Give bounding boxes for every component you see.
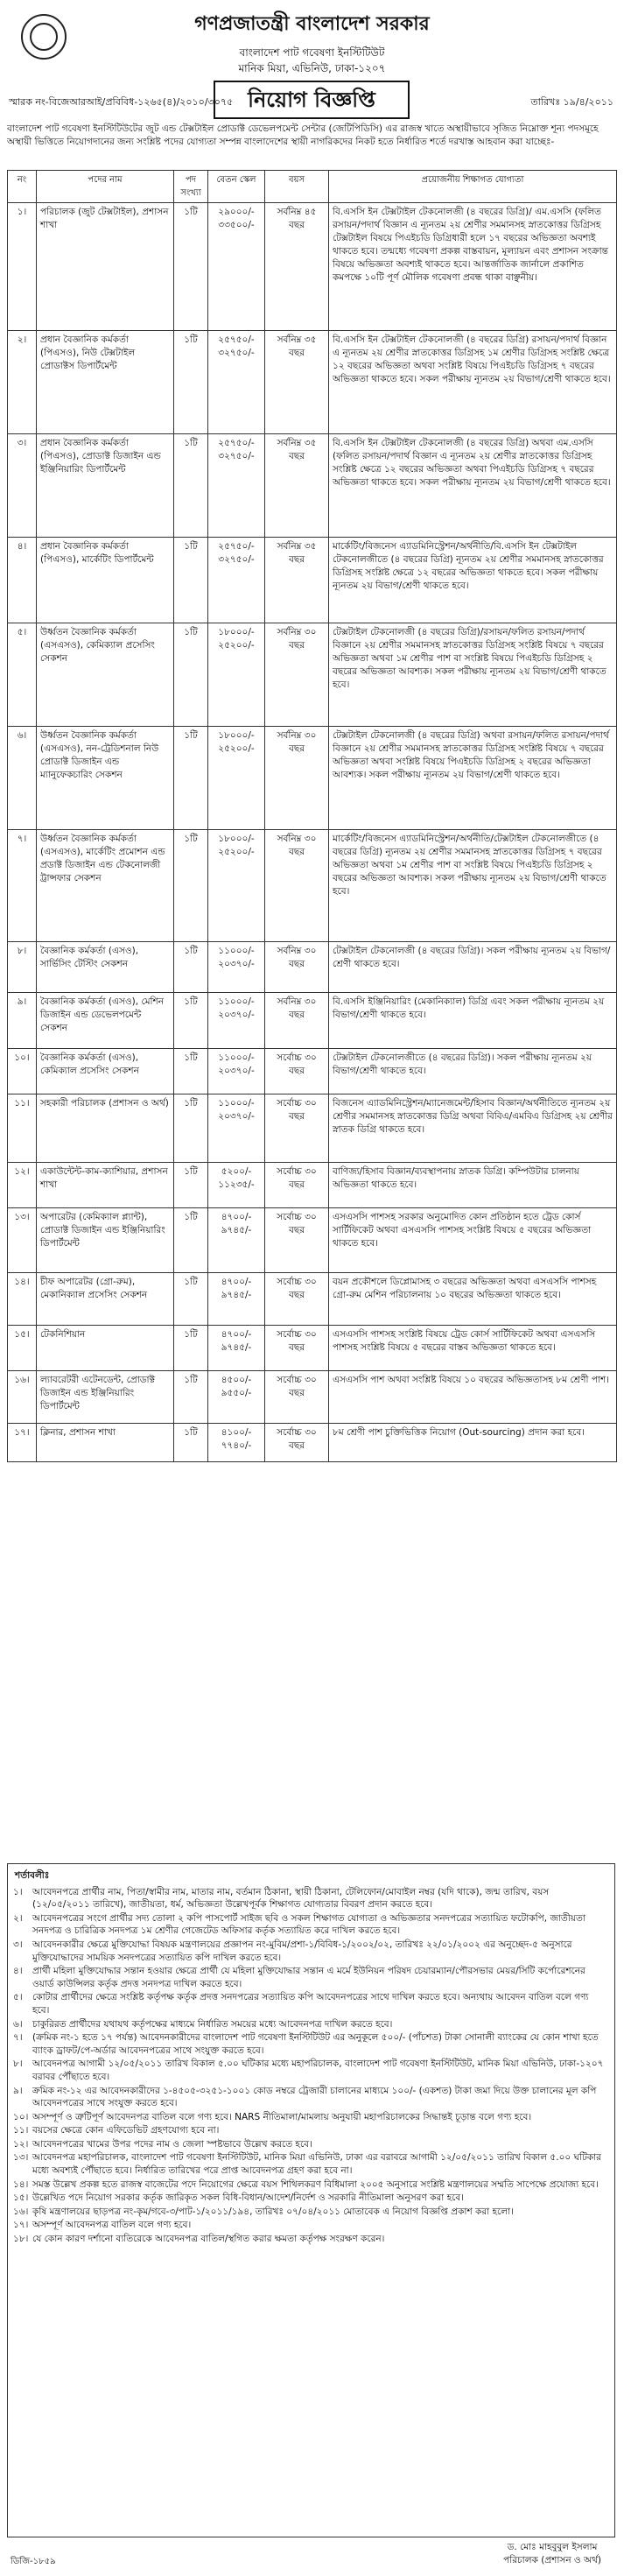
cell-count: ১টি	[174, 331, 208, 434]
cell-count: ১টি	[174, 1326, 208, 1371]
condition-text: আবেদনপত্রের সংগে প্রার্থীর সদ্য তোলা ২ কপি পাসপোর্ট সাইজ ছবি ও সকল শিক্ষাগত যোগ্যতা ও অভিজ্ঞতার সনদপত্রের সত্যায়িত ফটোকপি, জাতীয়তা সনদপত্র ও চারিত্রিক সনদপত্র ১ম শ্রেণীর গেজেটেড অফিসার কর্তৃক সত্যায়িত করে দাখিল করতে হবে।	[32, 1912, 585, 1937]
cell-qualification: এসএসসি পাশসহ সংশ্লিষ্ট বিষয়ে ট্রেড কোর্স সার্টিফিকেট অথবা এসএসসি পাশসহ সংশ্লিষ্ট বিষয়ে ৫ বছরের বাস্তব অভিজ্ঞতা থাকতে হবে।	[329, 1326, 617, 1371]
cell-count: ১টি	[174, 538, 208, 623]
condition-text: (ক্রমিক নং-১ হতে ১৭ পর্যন্ত) আবেদনকারীদের বাংলাদেশ পাট গবেষণা ইনস্টিটিউট এর অনুকূলে ৫০০/- (পাঁচশত) টাকা সোনালী ব্যাংকের যে কোন শাখা হতে ব্যাংক ড্রাফট/পে-অর্ডার আবেদনপত্রের সাথে সংযুক্ত করতে হবে।	[32, 2032, 599, 2056]
cell-post: চীফ অপারেটর (গ্রো-রুম), মেকানিক্যাল প্রসেসিং সেকশন	[37, 1273, 174, 1326]
col-header-post: পদের নাম	[37, 171, 174, 203]
cell-count: ১টি	[174, 1424, 208, 1462]
cell-qualification: বি.এসসি ইন টেক্সটাইল টেকনোলজী (৪ বছরের ডিগ্রি) অথবা এম.এসসি (ফলিত রসায়ন/পদার্থ বিজ্ঞান এ ন্যূনতম ২য় শ্রেণীর স্নাতকোত্তর ডিগ্রিসহ সংশ্লিষ্ট ক্ষেত্রে ১২ বছরের অভিজ্ঞতা অথবা পিএইচডি ডিগ্রিসহ ৭ বছরের অভিজ্ঞতা থাকতে হবে। সকল পরীক্ষায় ন্যূনতম ২য় বিভাগ/শ্রেণী থাকতে হবে।	[329, 434, 617, 538]
cell-age: সর্বনিম্ন ৩৫ বছর	[265, 538, 329, 623]
cell-qualification: টেক্সটাইল টেকনোলজী (৪ বছরের ডিগ্রি) অথবা রসায়ন/ফলিত রসায়ন/পদার্থ বিজ্ঞানে ২য় শ্রেণীর সমমানসহ স্নাতকোত্তর ডিগ্রিসহ সংশ্লিষ্ট বিষয়ে ৭ বছরের অভিজ্ঞতা অথবা সংশ্লিষ্ট বিষয়ে পিএইচডি ডিগ্রিসহ ২ বছরের অভিজ্ঞতা আবশ্যক। সকল পরীক্ষায় ন্যূনতম ২য় বিভাগ/শ্রেণী থাকতে হবে।	[329, 727, 617, 830]
cell-no: ২।	[8, 331, 37, 434]
condition-text: অসম্পূর্ণ আবেদনপত্র বাতিল বলে গণ্য হবে।	[32, 2220, 192, 2231]
cell-qualification: এসএসসি পাশসহ সরকার অনুমোদিত কোন প্রতিষ্ঠান হতে ট্রেড কোর্স সার্টিফিকেট অথবা এসএসসি পাশসহ সংশ্লিষ্ট বিষয়ে ৫ বছরের অভিজ্ঞতা থাকতে হবে।	[329, 1208, 617, 1273]
condition-number: ৪।	[13, 1966, 23, 1977]
cell-no: ১২।	[8, 1163, 37, 1208]
cell-post: অপারেটর (কেমিক্যাল প্ল্যান্ট), প্রোডাক্ট ডিজাইন এন্ড ইঞ্জিনিয়ারিং ডিপার্টমেন্ট	[37, 1208, 174, 1273]
condition-number: ১৩।	[13, 2152, 29, 2164]
cell-post: উর্ধ্বতন বৈজ্ঞানিক কর্মকর্তা (এসএসও), মার্কেটিং প্রমোশন এন্ড প্রডাক্ট ডিজাইন এন্ড টেকনোলজী ট্রান্সফার সেকশন	[37, 830, 174, 942]
cell-qualification: এসএসসি পাশ অথবা সংশ্লিষ্ট বিষয়ে ১০ বছরের অভিজ্ঞতাসহ ৮ম শ্রেণী পাশ।	[329, 1371, 617, 1424]
condition-text: সমস্ত উল্লেখ প্রকল্প হতে রাজস্ব বাজেটের পদে নিয়োগের ক্ষেত্রে বয়স শিথিলকরণ বিধিমালা ২০০৫ অনুসারে সংশ্লিষ্ট মন্ত্রণালয়ের সম্মতি সাপেক্ষে প্রযোজ্য হবে।	[32, 2178, 599, 2190]
cell-no: ৬।	[8, 727, 37, 830]
condition-number: ১৭।	[13, 2220, 29, 2231]
condition-number: ৮।	[13, 2059, 23, 2070]
signature-block	[503, 2541, 601, 2567]
cell-no: ৮।	[8, 942, 37, 993]
cell-scale: ৪৫০০/- ৯৫৫০/-	[208, 1371, 265, 1424]
cell-post: উর্ধ্বতন বৈজ্ঞানিক কর্মকর্তা (এসএসও), কেমিক্যাল প্রসেসিং সেকশন	[37, 623, 174, 727]
cell-qualification: বি.এসসি ইন টেক্সটাইল টেকনোলজী (৪ বছরের ডিগ্রি) রসায়ন/পদার্থ বিজ্ঞান এ ন্যূনতম ২য় শ্রেণীর স্নাতকোত্তর ডিগ্রিসহ ১ম শ্রেণীর ডিগ্রিসহ সংশ্লিষ্ট ক্ষেত্রে ১২ বছরের অভিজ্ঞতা অথবা সংশ্লিষ্ট বিষয়ে পিএইচডি ডিগ্রিসহ ৭ বছরের অভিজ্ঞতা থাকতে হবে। সকল পরীক্ষায় ন্যূনতম ২য় বিভাগ/শ্রেণী থাকতে হবে।	[329, 331, 617, 434]
table-header-row	[8, 171, 617, 203]
cell-count: ১টি	[174, 727, 208, 830]
cell-no: ১০।	[8, 1049, 37, 1094]
cell-qualification: টেক্সটাইল টেকনোলজী (৪ বছরের ডিগ্রি)/রসায়ন/ফলিত রসায়ন/পদার্থ বিজ্ঞানে ২য় শ্রেণীর সমমানসহ স্নাতকোত্তর ডিগ্রিসহ সংশ্লিষ্ট বিষয়ে ৭ বছরের অভিজ্ঞতা অথবা ১ম শ্রেণীর পাশ বা সংশ্লিষ্ট বিষয়ে পিএইচডি ডিগ্রিসহ ২ বছরের অভিজ্ঞতা আবশ্যক। সকল পরীক্ষায় ন্যূনতম ২য় বিভাগ/শ্রেণী থাকতে হবে।	[329, 623, 617, 727]
condition-item	[8, 2018, 614, 2031]
cell-age: সর্বোচ্চ ৩০ বছর	[265, 1371, 329, 1424]
condition-number: ১৮।	[13, 2234, 29, 2245]
conditions-title: শর্তাবলীঃ	[15, 1870, 50, 1881]
table-row	[8, 1273, 617, 1326]
col-header-age: বয়স	[265, 171, 329, 203]
org-name: বাংলাদেশ পাট গবেষণা ইনস্টিটিউট	[239, 46, 385, 59]
cell-count: ১টি	[174, 993, 208, 1049]
condition-text: ক্রমিক নং-১২ এর আবেদনকারীদের ১-৪৫০৫-৩২৫১-১০০১ কোড নম্বরে ট্রেজারী চালানের মাধ্যমে ১০০/- (একশত) টাকা জমা দিয়ে উক্ত চালানের মূল কপি আবেদনপত্রের সাথে সংযুক্ত করতে হবে।	[32, 2085, 597, 2109]
condition-text: যে কোন কারণ দর্শানো ব্যতিরেকে আবেদনপত্র বাতিল/স্থগিত করার ক্ষমতা কর্তৃপক্ষ সংরক্ষণ করেন।	[32, 2234, 385, 2245]
condition-number: ৫।	[13, 1992, 23, 2003]
table-row	[8, 331, 617, 434]
cell-scale: ৫২০০/- ১১২৩৫/-	[208, 1163, 265, 1208]
cell-count: ১টি	[174, 1371, 208, 1424]
cell-qualification: মার্কেটিং/বিজনেস এ্যাডমিনিস্ট্রেশন/অর্থনীতি/টেক্সটাইল টেকনোলজীতে (৪ বছরের ডিগ্রি) ন্যূনতম ২য় শ্রেণীর সমমানসহ স্নাতকোত্তর ডিগ্রিসহ ৭ বছরের অভিজ্ঞতা অথবা ১ম শ্রেণীর পাশ বা সংশ্লিষ্ট বিষয়ে পিএইচডি ডিগ্রিসহ ২ বছরের অভিজ্ঞতা আবশ্যক। সকল পরীক্ষায় ন্যূনতম ২য় বিভাগ/শ্রেণী থাকতে হবে।	[329, 830, 617, 942]
condition-number: ২।	[13, 1912, 23, 1924]
condition-text: আবেদনপত্রে প্রার্থীর নাম, পিতা/স্বামীর নাম, মাতার নাম, বর্তমান ঠিকানা, স্থায়ী ঠিকানা, টেলিফোন/মোবাইল নম্বর (যদি থাকে), জন্ম তারিখ, বয়স (১২/০৫/২০১১ তারিখে), জাতীয়তা, ধর্ম, অভিজ্ঞতা উল্লেখপূর্বক শিক্ষাগত যোগ্যতার বিবরণ প্রদান করতে হবে।	[32, 1886, 550, 1911]
table-row	[8, 434, 617, 538]
condition-item	[8, 1886, 614, 1911]
notice-title: নিয়োগ বিজ্ঞপ্তি	[214, 81, 410, 119]
cell-count: ১টি	[174, 1273, 208, 1326]
cell-age: সর্বোচ্চ ৩০ বছর	[265, 1049, 329, 1094]
cell-post: প্রধান বৈজ্ঞানিক কর্মকর্তা (পিএসও), নিউ টেক্সটাইল প্রোডাক্টস ডিপার্টমেন্ট	[37, 331, 174, 434]
cell-count: ১টি	[174, 1163, 208, 1208]
condition-text: আবেদনপত্রের খামের উপর পদের নাম ও জেলা স্পষ্টভাবে উল্লেখ করতে হবে।	[32, 2138, 312, 2150]
table-row	[8, 830, 617, 942]
cell-post: উর্ধ্বতন বৈজ্ঞানিক কর্মকর্তা (এসএসও), নন-ট্রেডিশনাল নিউ প্রোডাক্ট ডিজাইন এন্ড ম্যানুফেকচারিং সেকশন	[37, 727, 174, 830]
cell-no: ১৬।	[8, 1371, 37, 1424]
cell-post: সহকারী পরিচালক (প্রশাসন ও অর্থ)	[37, 1094, 174, 1163]
condition-number: ১৪।	[13, 2178, 29, 2190]
cell-age: সর্বনিম্ন ৩৫ বছর	[265, 331, 329, 434]
cell-post: প্রধান বৈজ্ঞানিক কর্মকর্তা (পিএসও), মার্কেটিং ডিপার্টমেন্ট	[37, 538, 174, 623]
cell-scale: ১১০০০/- ২০৩৭০/-	[208, 1094, 265, 1163]
cell-qualification: বিজনেস এ্যাডমিনিস্ট্রেশন/ম্যানেজমেন্ট/হিসাব বিজ্ঞান/অর্থনীতিতে ন্যূনতম ২য় শ্রেণীর সমমানসহ স্নাতকোত্তর ডিগ্রি অথবা বিবিএ/এমবিএ ডিগ্রিসহ ২য় শ্রেণীর স্নাতক ডিগ্রি থাকতে হবে।	[329, 1094, 617, 1163]
col-header-no: নং	[8, 171, 37, 203]
condition-item	[8, 2178, 614, 2192]
cell-post: বৈজ্ঞানিক কর্মকর্তা (এসও), সার্ভিসিং টেস্টিং সেকশন	[37, 942, 174, 993]
condition-number: ১৬।	[13, 2206, 29, 2217]
cell-no: ১৫।	[8, 1326, 37, 1371]
cell-scale: ১১০০০/- ২০৩৭০/-	[208, 1049, 265, 1094]
condition-text: চাকুরিরত প্রার্থীদের যথাযথ কর্তৃপক্ষের মাধ্যমে নির্ধারিত সময়ের মধ্যে আবেদনপত্র দাখিল করতে হবে।	[32, 2018, 393, 2030]
condition-number: ১০।	[13, 2111, 29, 2122]
cell-no: ১৪।	[8, 1273, 37, 1326]
col-header-count: পদ সংখ্যা	[174, 171, 208, 203]
cell-scale: ৪৭০০/- ৯৭৪৫/-	[208, 1273, 265, 1326]
condition-item	[8, 2031, 614, 2057]
page-title: গণপ্রজাতন্ত্রী বাংলাদেশ সরকার	[194, 13, 430, 35]
condition-number: ১২।	[13, 2138, 29, 2150]
cell-count: ১টি	[174, 434, 208, 538]
cell-post: বৈজ্ঞানিক কর্মকর্তা (এসও), কেমিক্যাল প্রসেসিং সেকশন	[37, 1049, 174, 1094]
cell-no: ১৩।	[8, 1208, 37, 1273]
table-row	[8, 1163, 617, 1208]
cell-no: ১।	[8, 203, 37, 331]
table-row	[8, 1208, 617, 1273]
cell-qualification: বয়ন প্রকৌশলে ডিপ্লোমাসহ ৩ বছরের অভিজ্ঞতা অথবা এসএসসি পাশসহ গ্রো-রুম মেশিন পরিচালনায় ১০ বছরের অভিজ্ঞতা থাকতে হবে।	[329, 1273, 617, 1326]
cell-no: ১৭।	[8, 1424, 37, 1462]
cell-qualification: বি.এসসি ইন টেক্সটাইল টেকনোলজী (৪ বছরের ডিগ্রি)/ এম.এসসি (ফলিত রসায়ন/পদার্থ বিজ্ঞান এ ন্যূনতম ২য় শ্রেণীর সমমানসহ স্নাতকোত্তর ডিগ্রিসহ টেক্সটাইল বিষয়ে পিএইচডি ডিগ্রিধারী হলে ১৭ বছরের অভিজ্ঞতা অবশ্যই থাকতে হবে। তন্মধ্যে গবেষণা প্রকল্প বাস্তবায়ন, মূল্যায়ন এবং প্রশাসন সংক্রান্ত বিষয়ে অভিজ্ঞতা অবশ্যই থাকতে হবে। আন্তর্জাতিক জার্নালে প্রকাশিত কমপক্ষে ১০টি পূর্ণ মৌলিক গবেষণা প্রবন্ধ থাকা বাঞ্ছনীয়।	[329, 203, 617, 331]
condition-number: ৩।	[13, 1939, 23, 1950]
col-header-scale: বেতন স্কেল	[208, 171, 265, 203]
condition-item	[8, 2058, 614, 2083]
cell-no: ৪।	[8, 538, 37, 623]
cell-age: সর্বোচ্চ ৩০ বছর	[265, 1208, 329, 1273]
cell-count: ১টি	[174, 942, 208, 993]
cell-post: টেকনিশিয়ান	[37, 1326, 174, 1371]
cell-no: ৫।	[8, 623, 37, 727]
cell-post: ক্লিনার, প্রশাসন শাখা	[37, 1424, 174, 1462]
cell-no: ১১।	[8, 1094, 37, 1163]
cell-count: ১টি	[174, 830, 208, 942]
cell-qualification: টেক্সটাইল টেকনোলজী (৪ বছরের ডিগ্রি)। সকল পরীক্ষায় ন্যূনতম ২য় বিভাগ/শ্রেণী থাকতে হবে।	[329, 942, 617, 993]
condition-item	[8, 2124, 614, 2137]
header	[5, 5, 619, 137]
condition-item	[8, 1991, 614, 2016]
condition-text: প্রার্থী মহিলা মুক্তিযোদ্ধার সন্তান হওয়ার ক্ষেত্রে প্রার্থী যে মহিলা মুক্তিযোদ্ধার সন্তান এ মর্মে ইউনিয়ন পরিষদ চেয়ারম্যান/পৌরসভার মেয়র/সিটি কর্পোরেশনের ওয়ার্ড কাউন্সিলর কর্তৃক প্রদত্ত সনদপত্র দাখিল করতে হবে।	[32, 1966, 585, 1989]
table-row	[8, 1371, 617, 1424]
cell-scale: ৪৭০০/- ৯৭৪৫/-	[208, 1326, 265, 1371]
cell-post: প্রধান বৈজ্ঞানিক কর্মকর্তা (পিএসও), প্রোডাক্ট ডিজাইন এন্ড ইঞ্জিনিয়ারিং ডিপার্টমেন্ট	[37, 434, 174, 538]
condition-text: আবেদনকারীর ক্ষেত্রে মুক্তিযোদ্ধা বিষয়ক মন্ত্রণালয়ের প্রজ্ঞাপন নং-মুবিম/প্রশা-১/বিবিধ-১/২০০২/০২, তারিখঃ ২২/০১/২০০২ এর অনুচ্ছেদ-৫ অনুসারে মুক্তিযোদ্ধাদের সাময়িক সনদপত্রের সত্যায়িত কপি দাখিল করতে হবে।	[32, 1939, 572, 1963]
table-row	[8, 727, 617, 830]
cell-age: সর্বনিম্ন ৩০ বছর	[265, 727, 329, 830]
cell-age: সর্বোচ্চ ৩০ বছর	[265, 1094, 329, 1163]
cell-age: সর্বনিম্ন ৩০ বছর	[265, 623, 329, 727]
cell-count: ১টি	[174, 1094, 208, 1163]
cell-age: সর্বোচ্চ ৩০ বছর	[265, 1326, 329, 1371]
table-row	[8, 993, 617, 1049]
reference-code: ডিজি-১৮৫৯	[11, 2557, 56, 2566]
condition-number: ১।	[13, 1886, 23, 1897]
cell-post: একাউন্টেন্ট-কাম-ক্যাশিয়ার, প্রশাসন শাখা	[37, 1163, 174, 1208]
cell-count: ১টি	[174, 623, 208, 727]
notice-page	[5, 5, 619, 2571]
cell-scale: ১৮০০০/- ২৫২০০/-	[208, 623, 265, 727]
condition-item	[8, 1939, 614, 1964]
cell-age: সর্বোচ্চ ৩০ বছর	[265, 1424, 329, 1462]
condition-item	[8, 2192, 614, 2205]
table-row	[8, 1326, 617, 1371]
table-row	[8, 623, 617, 727]
cell-post: ল্যাবরেটরী এটেনডেন্ট, প্রোডাক্ট ডিজাইন এন্ড ইঞ্জিনিয়ারিং ডিপার্টমেন্ট	[37, 1371, 174, 1424]
cell-post: পরিচালক (জুট টেক্সটাইল), প্রশাসন শাখা	[37, 203, 174, 331]
condition-text: উল্লেখিত পদে নিয়োগ সরকার কর্তৃক জারিকৃত সকল বিধি-বিধান/আদেশ/নির্দেশ ও সরকারি নীতিমালা অনুসরণ করা হবে।	[32, 2192, 464, 2204]
cell-qualification: ৮ম শ্রেণী পাশ চুক্তিভিত্তিক নিয়োগ (Out-sourcing) প্রদান করা হবে।	[329, 1424, 617, 1462]
cell-qualification: বাণিজ্য/হিসাব বিজ্ঞান/ব্যবস্থাপনায় স্নাতক ডিগ্রি। কম্পিউটার চালনায় অভিজ্ঞতা থাকতে হবে।	[329, 1163, 617, 1208]
memo-number: স্মারক নং-বিজেআরআই/প্রবিবিধ-১২৬৫(৪)/২০১০/৩০৭৫	[9, 96, 234, 108]
table-row	[8, 203, 617, 331]
condition-number: ৭।	[13, 2032, 23, 2044]
condition-item	[8, 2138, 614, 2151]
cell-post: বৈজ্ঞানিক কর্মকর্তা (এসও), মেশিন ডিজাইন এন্ড ডেভেলপমেন্ট সেকশন	[37, 993, 174, 1049]
col-header-qualification: প্রয়োজনীয় শিক্ষাগত যোগ্যতা	[329, 171, 617, 203]
conditions-section	[7, 1863, 615, 2537]
condition-text: আবেদনপত্র মহাপরিচালক, বাংলাদেশ পাট গবেষণা ইনস্টিটিউট, মানিক মিয়া এভিনিউ, ঢাকা এর বরাবরে আগামী ১২/০৫/২০১১ তারিখ বিকাল ৫.০০ ঘটিকার মধ্যে অবশ্যই পৌঁছাতে হবে। নির্ধারিত তারিখের পরে প্রাপ্ত আবেদনপত্র গ্রহণ করা হবে না।	[32, 2152, 601, 2177]
cell-scale: ১১০০০/- ২০৩৭০/-	[208, 993, 265, 1049]
condition-item	[8, 2111, 614, 2124]
vacancy-table	[7, 170, 617, 1462]
condition-item	[8, 2085, 614, 2110]
cell-age: সর্বোচ্চ ৩০ বছর	[265, 1273, 329, 1326]
condition-text: কোটার প্রার্থীদের ক্ষেত্রে সংশ্লিষ্ট কর্তৃপক্ষ কর্তৃক প্রদত্ত সনদপত্রের সত্যায়িত কপি আবেদনপত্রের সাথে দাখিল করতে হবে। অন্যথায় আবেদন বাতিল বলে গণ্য হবে।	[32, 1992, 589, 2016]
cell-scale: ২৯০০০/- ৩৩৫০০/-	[208, 203, 265, 331]
condition-text: কৃষি মন্ত্রণালয়ের ছাড়পত্র নং-কৃম/গবে-৩/পাট-১/২০১১/১৯৪, তারিখঃ ০৭/০৪/২০১১ মোতাবেক এ নিয়োগ বিজ্ঞপ্তি প্রকাশ করা হলো।	[32, 2206, 514, 2217]
cell-age: সর্বনিম্ন ৩০ বছর	[265, 993, 329, 1049]
condition-item	[8, 1965, 614, 1990]
table-row	[8, 538, 617, 623]
cell-qualification: বি.এসসি ইঞ্জিনিয়ারিং (মেকানিক্যাল) ডিগ্রি এবং সকল পরীক্ষায় ন্যূনতম ২য় বিভাগ/শ্রেণী থাকতে হবে।	[329, 993, 617, 1049]
condition-item	[8, 2151, 614, 2177]
cell-scale: ২৫৭৫০/- ৩২৭৫০/-	[208, 538, 265, 623]
cell-scale: ১৮০০০/- ২৫২০০/-	[208, 727, 265, 830]
table-row	[8, 1424, 617, 1462]
table-row	[8, 1094, 617, 1163]
condition-number: ৬।	[13, 2018, 23, 2030]
cell-age: সর্বনিম্ন ৪৫ বছর	[265, 203, 329, 331]
condition-item	[8, 2219, 614, 2232]
table-row	[8, 1049, 617, 1094]
cell-age: সর্বনিম্ন ৩০ বছর	[265, 830, 329, 942]
cell-count: ১টি	[174, 203, 208, 331]
condition-text: বয়সের ক্ষেত্রে কোন এফিডেভিট গ্রহণযোগ্য হবে না।	[32, 2125, 220, 2136]
cell-scale: ১৮০০০/- ২৫২০০/-	[208, 830, 265, 942]
cell-qualification: মার্কেটিং/বিজনেস এ্যাডমিনিস্ট্রেশন/অর্থনীতি/বি.এসসি ইন টেক্সটাইল টেকনোলজীতে (৪ বছরের ডিগ্রি) ন্যূনতম ২য় শ্রেণীর সমমানসহ স্নাতকোত্তর ডিগ্রিসহ সংশ্লিষ্ট ক্ষেত্রে ১২ বছরের অভিজ্ঞতা থাকতে হবে। সকল পরীক্ষায় ন্যূনতম ২য় বিভাগ/শ্রেণী থাকতে হবে।	[329, 538, 617, 623]
cell-no: ৩।	[8, 434, 37, 538]
intro-text: বাংলাদেশ পাট গবেষণা ইনস্টিটিউটের জুট এন্ড টেক্সটাইল প্রোডাক্ট ডেভেলপমেন্ট সেন্টার (জেটিপিডিসি) এর রাজস্ব খাতে অস্থায়ীভাবে সৃজিত নিম্নোক্ত শূন্য পদসমূহে অস্থায়ী ভিত্তিতে নিয়োগদানের জন্য সংশ্লিষ্ট পদের যোগ্যতা সম্পন্ন বাংলাদেশের স্থায়ী নাগরিকদের নিকট হতে নির্ধারিত শর্তে দরখাস্ত আহবান করা যাচ্ছেঃ-	[7, 123, 599, 147]
signatory-name: ড. মোঃ মাহবুবুল ইসলাম	[507, 2542, 598, 2552]
org-address: মানিক মিয়া, এভিনিউ, ঢাকা-১২০৭	[238, 62, 386, 74]
cell-count: ১টি	[174, 1208, 208, 1273]
cell-qualification: টেক্সটাইল টেকনোলজীতে (৪ বছরের ডিগ্রি)। সকল পরীক্ষায় ন্যূনতম ২য় বিভাগ/শ্রেণী থাকতে হবে।	[329, 1049, 617, 1094]
signatory-designation: পরিচালক (প্রশাসন ও অর্থ)	[503, 2555, 601, 2565]
condition-text: আবেদনপত্র আগামী ১২/০৫/২০১১ তারিখ বিকাল ৫.০০ ঘটিকার মধ্যে মহাপরিচালক, বাংলাদেশ পাট গবেষণা ইনস্টিটিউট, মানিক মিয়া এভিনিউ, ঢাকা-১২০৭ বরাবর পৌঁছাতে হবে।	[32, 2059, 604, 2082]
condition-number: ১৫।	[13, 2192, 29, 2204]
cell-scale: ৪১০০/- ৭৭৪০/-	[208, 1424, 265, 1462]
condition-number: ৯।	[13, 2085, 23, 2096]
condition-number: ১১।	[13, 2125, 29, 2136]
table-row	[8, 942, 617, 993]
cell-scale: ২৫৭৫০/- ৩২৭৫০/-	[208, 434, 265, 538]
cell-age: সর্বনিম্ন ৩৫ বছর	[265, 434, 329, 538]
cell-no: ৯।	[8, 993, 37, 1049]
condition-item	[8, 2206, 614, 2219]
cell-scale: ১১০০০/- ২০৩৭০/-	[208, 942, 265, 993]
condition-text: অসম্পূর্ণ ও ত্রুটিপূর্ণ আবেদনপত্র বাতিল বলে গণ্য হবে। NARS নীতিমালা/মামলায় অনুযায়ী মহাপরিচালকের সিদ্ধান্তই চূড়ান্ত বলে গণ্য হবে।	[32, 2111, 532, 2122]
notice-date: তারিখঃ ১৯/৪/২০১১	[530, 96, 613, 108]
condition-item	[8, 1912, 614, 1938]
cell-age: সর্বনিম্ন ৩০ বছর	[265, 942, 329, 993]
cell-scale: ২৫৭৫০/- ৩২৭৫০/-	[208, 331, 265, 434]
cell-no: ৭।	[8, 830, 37, 942]
cell-count: ১টি	[174, 1049, 208, 1094]
condition-item	[8, 2233, 614, 2246]
cell-age: সর্বোচ্চ ৩০ বছর	[265, 1163, 329, 1208]
cell-scale: ৪৭০০/- ৯৭৪৫/-	[208, 1208, 265, 1273]
